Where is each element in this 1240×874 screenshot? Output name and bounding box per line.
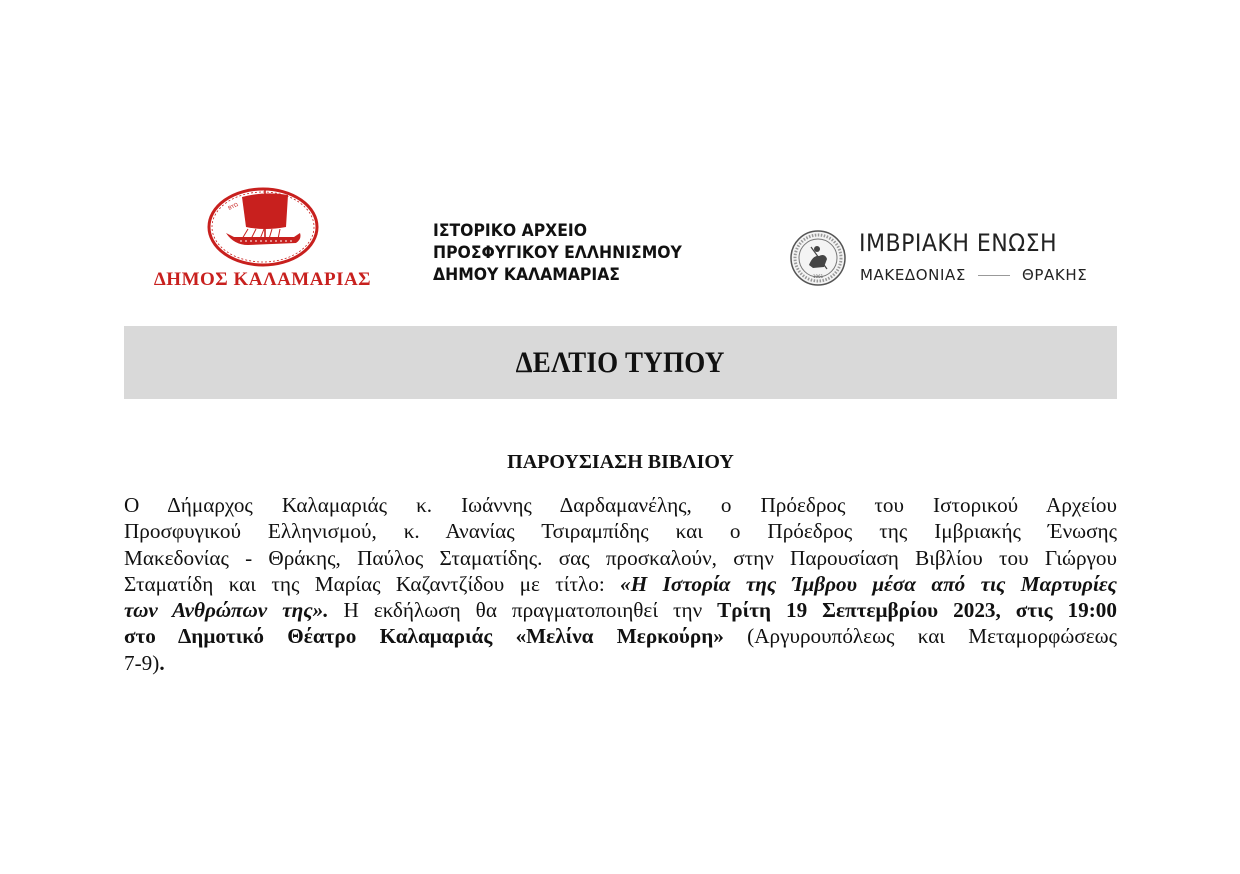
paragraph-line	[124, 492, 1117, 518]
archive-line: ΙΣΤΟΡΙΚΟ ΑΡΧΕΙΟ	[433, 221, 588, 241]
dash-divider	[978, 275, 1010, 276]
text: Ο Δήμαρχος Καλαμαριάς κ. Ιωάννης Δαρδαμανέλης, ο Πρόεδρος του Ιστορικού Αρχείου	[124, 493, 1117, 517]
text: Σταματίδη και της Μαρίας Καζαντζίδου με τίτλο:	[124, 571, 621, 596]
archive-line: ΠΡΟΣΦΥΓΙΚΟΥ ΕΛΛΗΝΙΣΜΟΥ	[433, 243, 682, 263]
text: .	[159, 650, 165, 675]
historical-archive-heading	[433, 220, 704, 286]
paragraph-line	[124, 597, 1117, 623]
imvros-union-title: ΙΜΒΡΙΑΚΗ ΕΝΩΣΗ	[859, 229, 1058, 257]
page-title: ΔΕΛΤΙΟ ΤΥΠΟΥ	[516, 345, 725, 379]
text: 7-9)	[124, 650, 160, 675]
book-title: «Η Ιστορία της Ίμβρου μέσα από τις Μαρτυρίες	[620, 571, 1117, 596]
event-venue: στο Δημοτικό Θέατρο Καλαμαριάς «Μελίνα Μερκούρη»	[124, 624, 724, 649]
imvros-union-logo	[789, 227, 1099, 291]
event-datetime: Τρίτη 19 Σεπτεμβρίου 2023, στις 19:00	[717, 598, 1117, 623]
text: Η εκδήλωση θα πραγματοποιηθεί την	[328, 598, 718, 623]
imvros-union-subtitle	[860, 266, 1087, 284]
archive-line: ΔΗΜΟΥ ΚΑΛΑΜΑΡΙΑΣ	[433, 265, 621, 285]
subtitle-left: ΜΑΚΕΔΟΝΙΑΣ	[860, 266, 966, 284]
press-release-banner	[124, 326, 1117, 399]
paragraph-line	[124, 571, 1117, 597]
section-heading: ΠΑΡΟΥΣΙΑΣΗ ΒΙΒΛΙΟΥ	[507, 451, 734, 473]
dimos-kalamarias-logo	[150, 183, 375, 293]
book-title: των Ανθρώπων της».	[124, 598, 329, 623]
text: Μακεδονίας - Θράκης, Παύλος Σταματίδης. σας προσκαλούν, στην Παρουσίαση Βιβλίου του Γιώργου	[124, 545, 1117, 570]
svg-text:ΒΥΩ: ΒΥΩ	[227, 202, 240, 212]
event-address: (Αργυρουπόλεως και Μεταμορφώσεως	[723, 624, 1118, 649]
seal-icon	[789, 229, 847, 287]
paragraph-line	[124, 650, 1117, 676]
svg-text:1961: 1961	[813, 274, 824, 279]
paragraph-line	[124, 623, 1117, 649]
paragraph-line	[124, 545, 1117, 571]
paragraph-line	[124, 518, 1117, 544]
subtitle-right: ΘΡΑΚΗΣ	[1021, 266, 1088, 284]
text: Προσφυγικού Ελληνισμού, κ. Ανανίας Τσιραμπίδης και ο Πρόεδρος της Ιμβριακής Ένωσης	[124, 519, 1117, 544]
body-paragraph	[124, 492, 1117, 676]
ancient-ship-icon	[204, 183, 322, 269]
dimos-name: ΔΗΜΟΣ ΚΑΛΑΜΑΡΙΑΣ	[153, 269, 372, 290]
